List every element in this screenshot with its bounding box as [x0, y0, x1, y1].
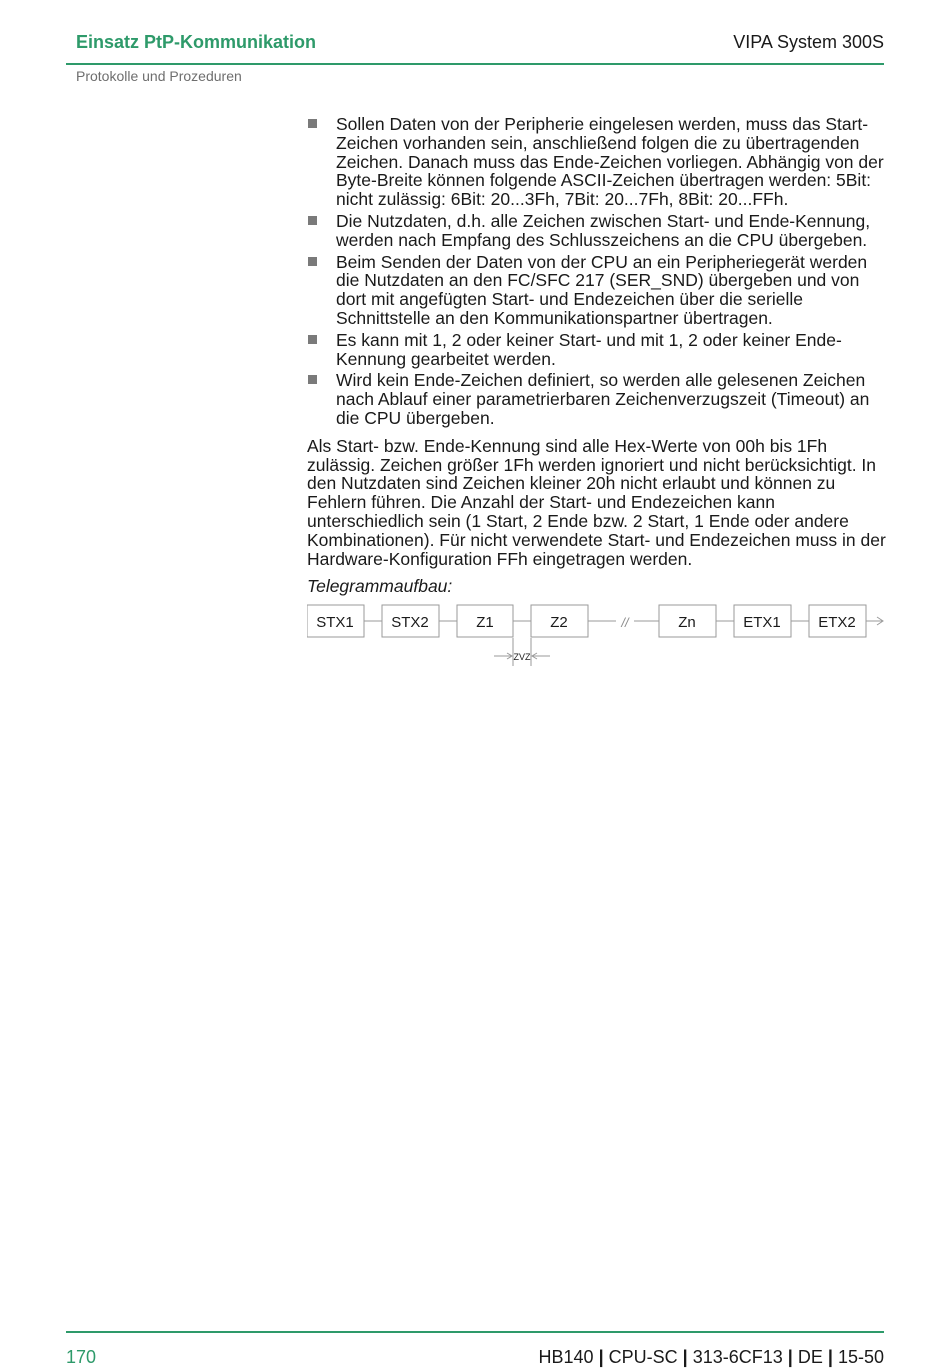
- telegram-field-label: STX1: [316, 614, 354, 632]
- body-paragraph: Als Start- bzw. Ende-Kennung sind alle Hex-Werte von 00h bis 1Fh zulässig. Zeichen größer 1Fh werden ignoriert und nicht berücksichtigt. In den Nutzdaten sind Zeichen kleiner 20h nicht erlaubt und können zu Fehlern führen. Die Anzahl der Start- und Endezeichen kann unterschiedlich sein (1 Start, 2 Ende bzw. 2 Start, 1 Ende oder andere Kombinationen). Für nicht verwendete Start- und Endezeichen muss in der Hardware-Konfiguration FFh eingetragen werden.: [307, 435, 886, 569]
- chapter-title: Einsatz PtP-Kommunikation: [76, 32, 317, 52]
- doc-id-part: CPU-SC: [608, 1347, 678, 1367]
- bullet-square-icon: [308, 375, 317, 384]
- telegram-field-label: Z2: [550, 614, 568, 632]
- list-item: [307, 212, 887, 250]
- bullet-square-icon: [308, 216, 317, 225]
- bullet-text: Es kann mit 1, 2 oder keiner Start- und mit 1, 2 oder keiner Ende-Kennung gearbeitet werden.: [336, 329, 842, 369]
- list-item: [307, 115, 887, 209]
- bullet-text: Die Nutzdaten, d.h. alle Zeichen zwischen Start- und Ende-Kennung, werden nach Empfang des Schlusszeichens an die CPU übergeben.: [336, 210, 871, 250]
- doc-id-part: HB140: [538, 1347, 594, 1367]
- telegram-field-label: STX2: [391, 614, 429, 632]
- footer-rule: [66, 1331, 884, 1333]
- bullet-text: Beim Senden der Daten von der CPU an ein Peripheriegerät werden die Nutzdaten an den FC/SFC 217 (SER_SND) übergeben und von dort mit angefügten Start- und Endezeichen über die serielle Schnittstelle an den Kommunikationspartner übertragen.: [336, 251, 868, 328]
- doc-id-part: 15-50: [837, 1347, 884, 1367]
- diagram-caption: Telegrammaufbau:: [307, 576, 453, 597]
- separator: |: [598, 1347, 604, 1367]
- doc-id-part: 313-6CF13: [692, 1347, 783, 1367]
- separator: |: [787, 1347, 793, 1367]
- list-item: [307, 331, 887, 369]
- list-item: [307, 371, 887, 427]
- bullet-text: Wird kein Ende-Zeichen definiert, so werden alle gelesenen Zeichen nach Ablauf einer parametrierbaren Zeichenverzugszeit (Timeout) an die CPU übergeben.: [336, 370, 870, 428]
- product-name: VIPA System 300S: [733, 32, 884, 52]
- page-number: 170: [66, 1347, 97, 1367]
- bullet-text: Sollen Daten von der Peripherie eingelesen werden, muss das Start-Zeichen vorhanden sein, anschließend folgen die zu übertragenden Zeichen. Danach muss das Ende-Zeichen vorliegen. Abhängig von der Byte-Breite können folgende ASCII-Zeichen übertragen werden: 5Bit: nicht zulässig: 6Bit: 20...3Fh, 7Bit: 20...7Fh, 8Bit: 20...FFh.: [336, 114, 884, 210]
- telegram-field-label: Z1: [476, 614, 494, 632]
- telegram-field-label: ETX2: [818, 614, 856, 632]
- bullet-square-icon: [308, 257, 317, 266]
- zvz-label: ZVZ: [513, 652, 531, 663]
- separator: |: [827, 1347, 833, 1367]
- telegram-field-label: Zn: [678, 614, 696, 632]
- header-rule: [66, 63, 884, 65]
- doc-id-part: DE: [797, 1347, 823, 1367]
- bullet-square-icon: [308, 335, 317, 344]
- main-content: [307, 115, 887, 668]
- list-item: [307, 253, 887, 328]
- bullet-square-icon: [308, 119, 317, 128]
- break-mark: //: [621, 615, 629, 631]
- section-title: Protokolle und Prozeduren: [76, 68, 242, 84]
- telegram-diagram: [307, 604, 887, 668]
- separator: |: [682, 1347, 688, 1367]
- telegram-field-label: ETX1: [743, 614, 781, 632]
- bullet-list: [307, 115, 887, 428]
- document-id: [539, 1347, 885, 1368]
